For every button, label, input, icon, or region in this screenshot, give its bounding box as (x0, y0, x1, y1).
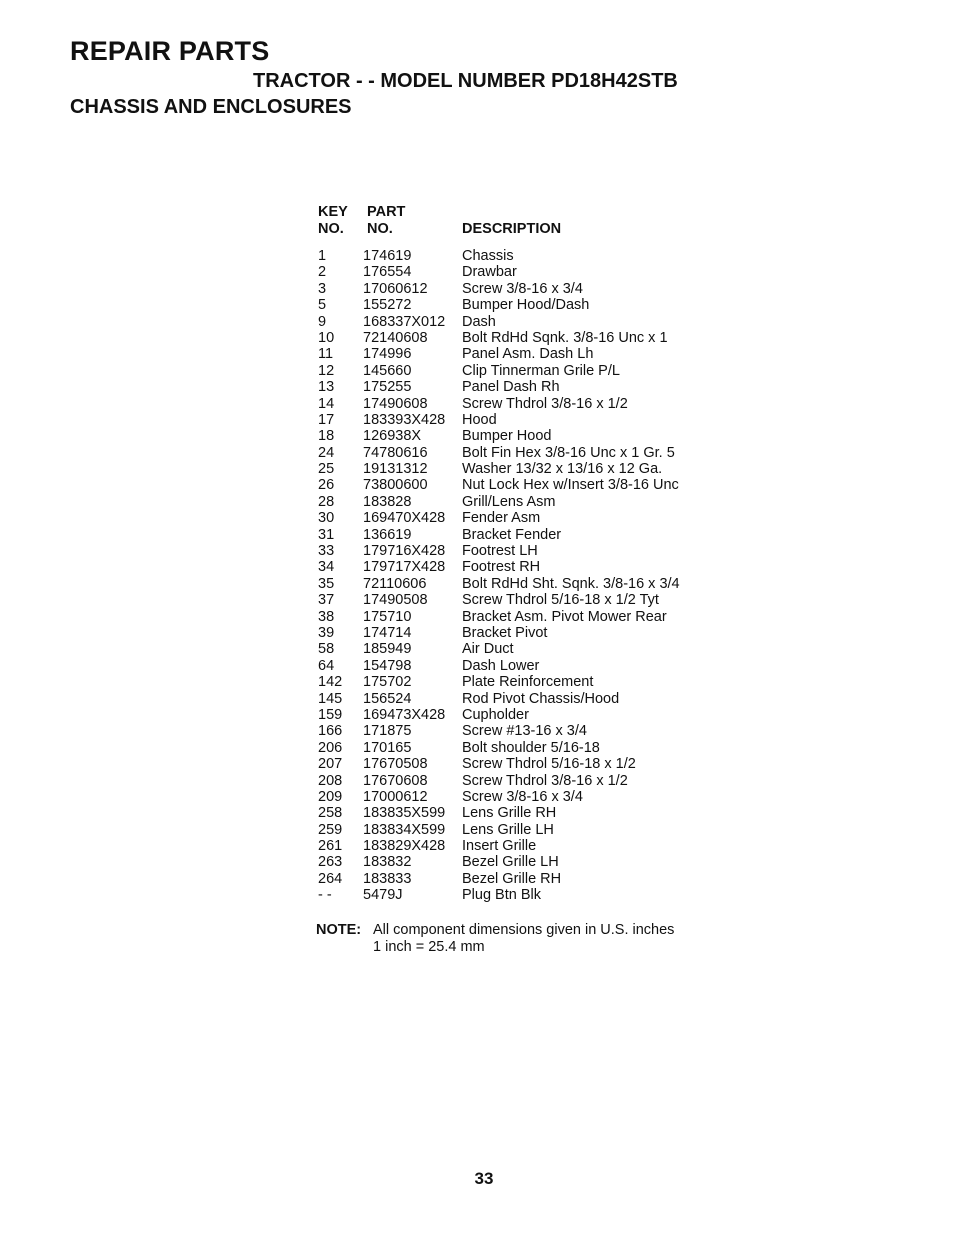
part-description: Plate Reinforcement (462, 674, 594, 691)
part-description: Dash (462, 313, 496, 330)
part-description: Rod Pivot Chassis/Hood (462, 690, 620, 707)
key-no: 17 (318, 411, 335, 428)
key-no: 1 (318, 248, 327, 264)
key-no: 28 (318, 493, 335, 510)
key-no: 209 (318, 788, 343, 805)
part-description: Lens Grille LH (462, 821, 554, 838)
part-no: 17670508 (363, 756, 428, 773)
part-no: 183834X599 (363, 821, 446, 838)
model-heading: TRACTOR - - MODEL NUMBER PD18H42STB (253, 70, 678, 92)
part-no: 183393X428 (363, 411, 446, 428)
key-no: 64 (318, 657, 335, 674)
part-description: Screw #13-16 x 3/4 (462, 723, 587, 740)
part-description: Screw 3/8-16 x 3/4 (462, 280, 583, 297)
key-no: 10 (318, 329, 335, 346)
key-no: 166 (318, 723, 343, 740)
part-no: 169470X428 (363, 510, 446, 527)
part-description: Nut Lock Hex w/Insert 3/8-16 Unc (462, 477, 679, 494)
key-no: 207 (318, 756, 343, 773)
key-no: 11 (318, 346, 334, 363)
part-no: 5479J (363, 887, 403, 904)
part-no: 155272 (363, 297, 412, 314)
key-no: 5 (318, 297, 327, 314)
part-description: Chassis (462, 248, 514, 264)
part-description: Screw Thdrol 5/16-18 x 1/2 Tyt (462, 592, 659, 609)
key-no: 3 (318, 280, 327, 297)
part-description: Panel Asm. Dash Lh (462, 346, 594, 363)
key-no: 258 (318, 805, 343, 822)
part-description: Footrest RH (462, 559, 541, 576)
part-no: 17060612 (363, 280, 428, 297)
part-description: Screw 3/8-16 x 3/4 (462, 788, 583, 805)
part-no: 175702 (363, 674, 412, 691)
part-no: 183833 (363, 870, 412, 887)
part-no: 174714 (363, 624, 412, 641)
key-no: 14 (318, 395, 335, 412)
part-description: Bracket Asm. Pivot Mower Rear (462, 608, 667, 625)
key-no: 12 (318, 362, 335, 379)
key-no: 13 (318, 379, 335, 396)
part-description: Cupholder (462, 706, 529, 723)
col-part-label-2: NO. (367, 221, 393, 237)
part-no: 183835X599 (363, 805, 446, 822)
key-no: 263 (318, 854, 343, 871)
key-no: 35 (318, 575, 335, 592)
part-description: Bracket Pivot (462, 624, 548, 641)
part-no: 73800600 (363, 477, 428, 494)
key-no: 30 (318, 510, 335, 527)
part-description: Clip Tinnerman Grile P/L (462, 362, 620, 379)
part-description: Dash Lower (462, 657, 540, 674)
part-description: Bezel Grille RH (462, 870, 562, 887)
key-no: 39 (318, 624, 335, 641)
part-no: 72110606 (363, 575, 427, 592)
part-no: 169473X428 (363, 706, 446, 723)
part-description: Screw Thdrol 3/8-16 x 1/2 (462, 772, 628, 789)
note-line-1: All component dimensions given in U.S. inches (373, 922, 675, 938)
part-no: 74780616 (363, 444, 428, 461)
part-no: 17490608 (363, 395, 428, 412)
part-description: Bumper Hood/Dash (462, 297, 590, 314)
key-no: 261 (318, 838, 343, 855)
part-description: Insert Grille (462, 838, 537, 855)
part-description: Screw Thdrol 3/8-16 x 1/2 (462, 395, 628, 412)
part-description: Screw Thdrol 5/16-18 x 1/2 (462, 756, 636, 773)
note-label: NOTE: (316, 922, 362, 938)
note-line-2: 1 inch = 25.4 mm (373, 938, 485, 955)
key-no: 38 (318, 608, 335, 625)
key-no: 37 (318, 592, 335, 609)
part-description: Air Duct (462, 641, 514, 658)
part-description: Grill/Lens Asm (462, 493, 556, 510)
col-key-label-2: NO. (318, 221, 344, 237)
key-no: 9 (318, 313, 327, 330)
part-no: 145660 (363, 362, 412, 379)
part-no: 174996 (363, 346, 412, 363)
key-no: 24 (318, 444, 335, 461)
part-no: 175710 (363, 608, 412, 625)
key-no: 159 (318, 706, 343, 723)
part-no: 183828 (363, 493, 412, 510)
part-no: 72140608 (363, 329, 428, 346)
key-no: 18 (318, 428, 335, 445)
page-number: 33 (474, 1169, 494, 1188)
key-no: 264 (318, 870, 343, 887)
part-description: Fender Asm (462, 510, 541, 527)
part-no: 168337X012 (363, 313, 446, 330)
part-no: 175255 (363, 379, 412, 396)
part-description: Bolt Fin Hex 3/8-16 Unc x 1 Gr. 5 (462, 444, 675, 461)
part-description: Bolt shoulder 5/16-18 (462, 739, 600, 756)
key-no: 25 (318, 461, 335, 478)
part-description: Footrest LH (462, 543, 538, 560)
key-no: 2 (318, 264, 327, 281)
part-no: 185949 (363, 641, 412, 658)
part-no: 154798 (363, 657, 412, 674)
key-no: - - (318, 887, 332, 904)
part-no: 171875 (363, 723, 412, 740)
page-title: REPAIR PARTS (70, 36, 270, 66)
key-no: 26 (318, 477, 335, 494)
part-no: 179716X428 (363, 543, 446, 560)
part-no: 17670608 (363, 772, 428, 789)
key-no: 206 (318, 739, 343, 756)
key-no: 58 (318, 641, 335, 658)
part-description: Lens Grille RH (462, 805, 557, 822)
part-no: 170165 (363, 739, 412, 756)
key-no: 259 (318, 821, 343, 838)
part-no: 176554 (363, 264, 412, 281)
part-no: 17490508 (363, 592, 428, 609)
part-no: 17000612 (363, 788, 428, 805)
key-no: 31 (318, 526, 335, 543)
part-no: 156524 (363, 690, 412, 707)
part-description: Hood (462, 411, 497, 428)
part-description: Bracket Fender (462, 526, 562, 543)
part-no: 183832 (363, 854, 412, 871)
part-no: 19131312 (363, 461, 428, 478)
section-heading: CHASSIS AND ENCLOSURES (70, 96, 352, 118)
part-description: Bezel Grille LH (462, 854, 559, 871)
key-no: 33 (318, 543, 335, 560)
part-no: 174619 (363, 248, 412, 264)
part-description: Plug Btn Blk (462, 887, 541, 904)
note (316, 922, 674, 955)
col-key-label-1: KEY (318, 204, 348, 220)
part-description: Drawbar (462, 264, 517, 281)
key-no: 142 (318, 674, 343, 691)
key-no: 208 (318, 772, 343, 789)
part-description: Panel Dash Rh (462, 379, 560, 396)
part-description: Bolt RdHd Sqnk. 3/8-16 Unc x 1 (462, 329, 668, 346)
part-no: 126938X (363, 428, 422, 445)
part-no: 179717X428 (363, 559, 446, 576)
col-part-label-1: PART (367, 204, 406, 220)
part-description: Bumper Hood (462, 428, 552, 445)
part-description: Bolt RdHd Sht. Sqnk. 3/8-16 x 3/4 (462, 575, 680, 592)
key-no: 145 (318, 690, 343, 707)
part-description: Washer 13/32 x 13/16 x 12 Ga. (462, 461, 663, 478)
col-desc-label: DESCRIPTION (462, 221, 562, 237)
part-no: 183829X428 (363, 838, 446, 855)
part-no: 136619 (363, 526, 412, 543)
key-no: 34 (318, 559, 335, 576)
